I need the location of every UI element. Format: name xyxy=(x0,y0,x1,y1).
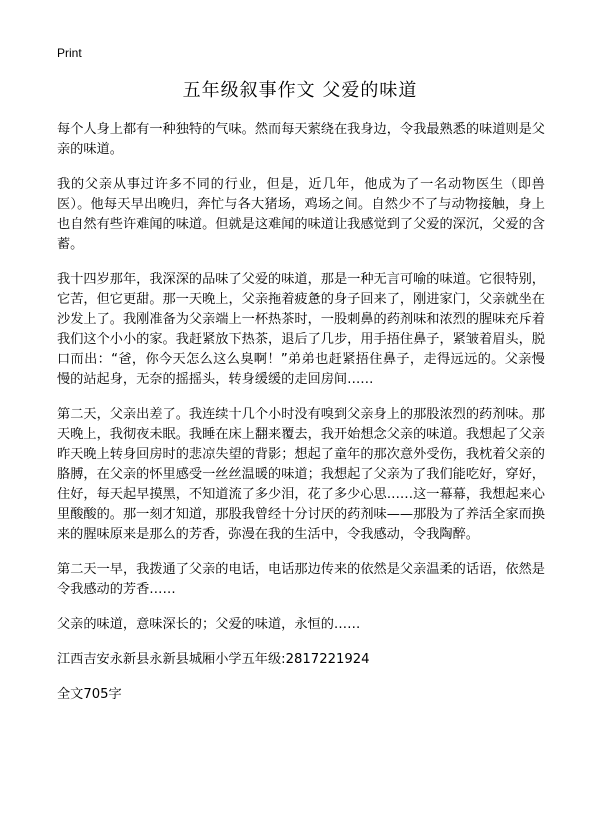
paragraph-2: 我的父亲从事过许多不同的行业，但是，近几年，他成为了一名动物医生（即兽医）。他每天早出晚归，奔忙与各大猪场，鸡场之间。自然少不了与动物接触，身上也自然有些许难闻的味道。但就是这难闻的味道让我感觉到了父爱的深沉，父爱的含蓄。 xyxy=(57,177,545,252)
paragraph-4: 第二天，父亲出差了。我连续十几个小时没有嗅到父亲身上的那股浓烈的药剂味。那天晚上，我彻夜未眠。我睡在床上翻来覆去，我开始想念父亲的味道。我想起了父亲昨天晚上转身回房时的悲凉失望的背影；想起了童年的那次意外受伤，我枕着父亲的胳膊，在父亲的怀里感受一丝丝温暖的味道；我想起了父亲为了我们能吃好，穿好，住好，每天起早摸黑，不知道流了多少泪，花了多少心思……这一幕幕，我想起来心里酸酸的。那一刻才知道，那股我曾经十分讨厌的药剂味——那股为了养活全家而换来的腥味原来是那么的芳香，弥漫在我的生活中，令我感动，令我陶醉。 xyxy=(57,407,545,542)
paragraph-3: 我十四岁那年，我深深的品味了父爱的味道，那是一种无言可喻的味道。它很特别，它苦，但它更甜。那一天晚上，父亲拖着疲惫的身子回来了，刚进家门，父亲就坐在沙发上了。我刚准备为父亲端上一杯热茶时，一股刺鼻的药剂味和浓烈的腥味充斥着我们这个小小的家。我赶紧放下热茶，退后了几步，用手捂住鼻子，紧皱着眉头，脱口而出：“爸，你今天怎么这么臭啊！”弟弟也赶紧捂住鼻子，走得远远的。父亲慢慢的站起身，无奈的摇摇头，转身缓缓的走回房间…… xyxy=(57,272,545,387)
paragraph-1: 每个人身上都有一种独特的气味。然而每天萦绕在我身边，令我最熟悉的味道则是父亲的味道。 xyxy=(57,122,545,157)
paragraph-5: 第二天一早，我拨通了父亲的电话，电话那边传来的依然是父亲温柔的话语，依然是令我感动的芳香…… xyxy=(57,562,545,597)
paragraph-6: 父亲的味道，意味深长的；父爱的味道，永恒的…… xyxy=(57,617,361,632)
author-line: 江西吉安永新县永新县城厢小学五年级:2817221924 xyxy=(57,652,370,667)
print-link[interactable]: Print xyxy=(57,46,82,60)
article-body xyxy=(57,120,545,720)
word-count: 全文705字 xyxy=(57,687,122,702)
article-title: 五年级叙事作文 父爱的味道 xyxy=(182,80,418,101)
